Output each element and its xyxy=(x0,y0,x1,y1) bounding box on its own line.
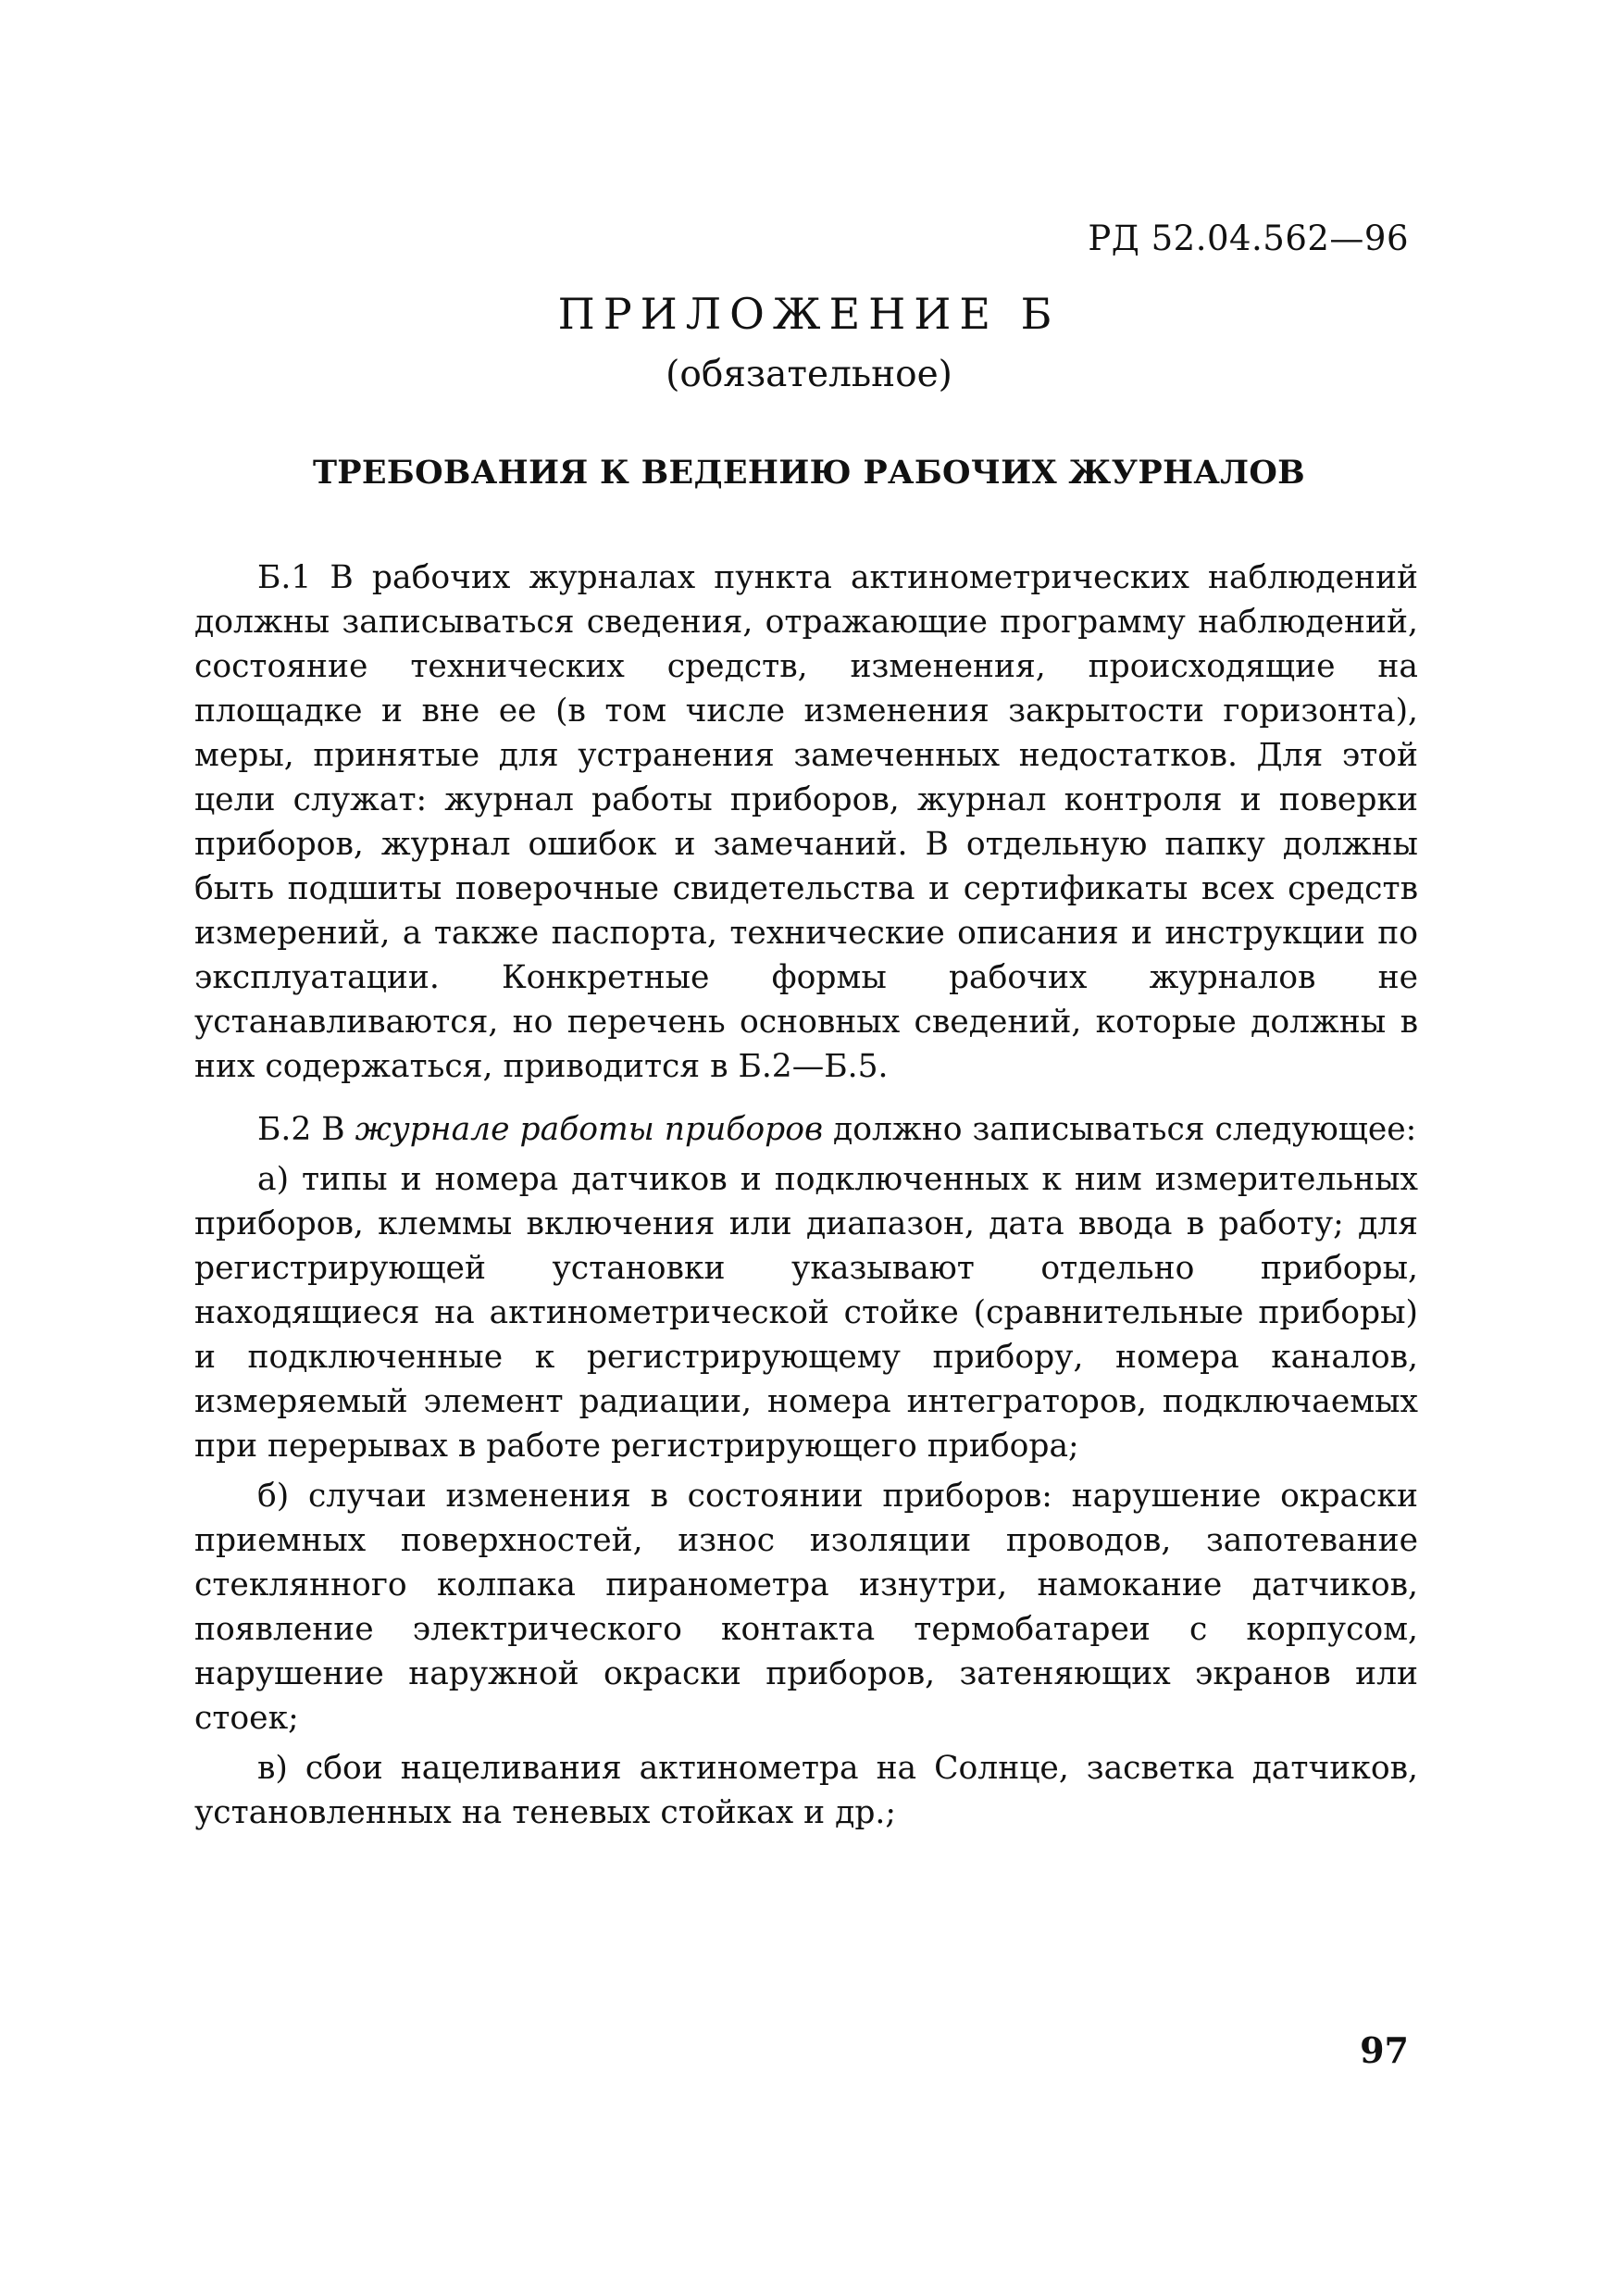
paragraph-b2-lead: Б.2 В xyxy=(257,1111,345,1148)
paragraph-b2 xyxy=(194,1107,1418,1152)
paragraph-b2-tail: должно записываться следующее: xyxy=(833,1111,1417,1148)
document-code: РД 52.04.562—96 xyxy=(1088,218,1409,258)
paragraph-b1: Б.1 В рабочих журналах пункта актинометрических наблюдений должны записываться сведения, отражающие программу наблюдений, состояние технических средств, изменения, происходящие на площадке и вне ее (в том числе изменения закрытости горизонта), меры, принятые для устранения замеченных недостатков. Для этой цели служат: журнал работы приборов, журнал контроля и поверки приборов, журнал ошибок и замечаний. В отдельную папку должны быть подшиты поверочные свидетельства и сертификаты всех средств измерений, а также паспорта, технические описания и инструкции по эксплуатации. Конкретные формы рабочих журналов не устанавливаются, но перечень основных сведений, которые должны в них содержаться, приводится в Б.2—Б.5. xyxy=(194,559,1418,1085)
page-number: 97 xyxy=(1360,2029,1409,2071)
list-item-b: б) случаи изменения в состоянии приборов: нарушение окраски приемных поверхностей, износ изоляции проводов, запотевание стеклянного колпака пиранометра изнутри, намокание датчиков, появление электрического контакта термобатареи с корпусом, нарушение наружной окраски приборов, затеняющих экранов или стоек; xyxy=(194,1478,1418,1737)
section-heading: ТРЕБОВАНИЯ К ВЕДЕНИЮ РАБОЧИХ ЖУРНАЛОВ xyxy=(312,454,1306,492)
body-text xyxy=(194,555,1418,1835)
appendix-title: ПРИЛОЖЕНИЕ Б xyxy=(557,289,1061,339)
appendix-subtitle: (обязательное) xyxy=(666,354,952,395)
list-item-a: а) типы и номера датчиков и подключенных к ним измерительных приборов, клеммы включения или диапазон, дата ввода в работу; для регистрирующей установки указывают отдельно приборы, находящиеся на актинометрической стойке (сравнительные приборы) и подключенные к регистрирующему прибору, номера каналов, измеряемый элемент радиации, номера интеграторов, подключаемых при перерывах в работе регистрирующего прибора; xyxy=(194,1161,1418,1465)
paragraph-b2-emphasis: журнале работы приборов xyxy=(355,1111,824,1148)
list-item-c: в) сбои нацеливания актинометра на Солнце, засветка датчиков, установленных на теневых стойках и др.; xyxy=(194,1750,1418,1831)
